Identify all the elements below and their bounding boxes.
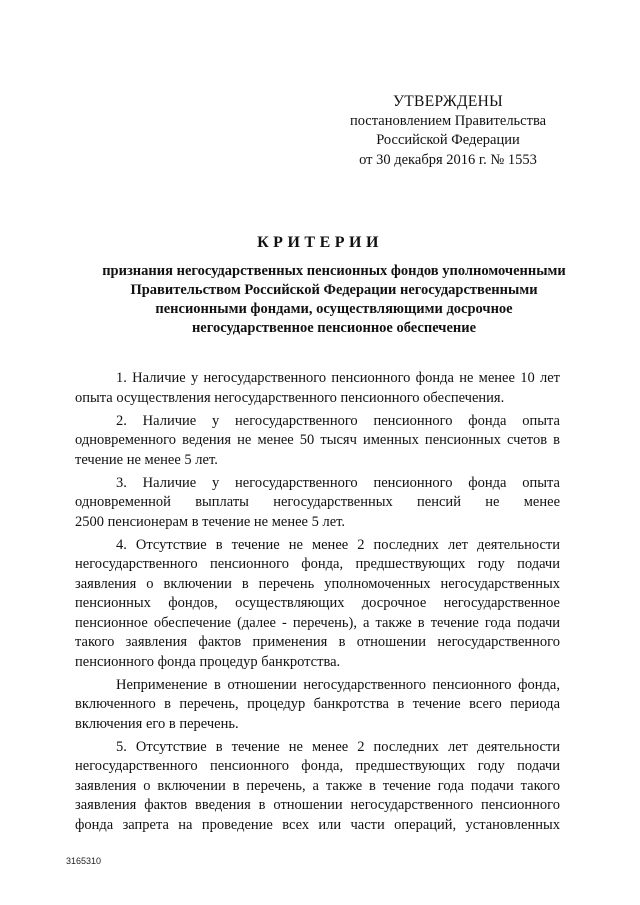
paragraph-line: 2. Наличие у негосударственного пенсионного фонда опыта bbox=[116, 412, 560, 429]
subtitle-line: признания негосударственных пенсионных фондов уполномоченными bbox=[102, 263, 566, 279]
document-body bbox=[75, 369, 560, 839]
paragraph-line: негосударственного пенсионного фонда, предшествующих году подачи bbox=[75, 556, 560, 572]
paragraph-line: заявления фактов введения в отношении негосударственного пенсионного bbox=[75, 797, 560, 813]
approval-stamp bbox=[318, 92, 578, 170]
paragraph-line: одновременной выплаты негосударственных пенсий не менее bbox=[75, 494, 560, 510]
document-code: 3165310 bbox=[66, 856, 102, 866]
paragraph-line: заявления о включении в перечень уполномоченных негосударственных bbox=[75, 575, 560, 592]
paragraph-line: 4. Отсутствие в течение не менее 2 последних лет деятельности bbox=[116, 536, 560, 553]
paragraph-line: 5. Отсутствие в течение не менее 2 последних лет деятельности bbox=[116, 738, 560, 755]
paragraph-line: одновременного ведения не менее 50 тысяч именных пенсионных счетов в bbox=[75, 432, 560, 448]
paragraph bbox=[75, 536, 560, 673]
paragraph-line: Неприменение в отношении негосударственного пенсионного фонда, bbox=[116, 676, 560, 693]
approval-line: от 30 декабря 2016 г. № 1553 bbox=[359, 151, 537, 168]
paragraph-line: течение не менее 5 лет. bbox=[75, 451, 218, 468]
paragraph-line: пенсионных фондов, осуществляющих досрочное негосударственное bbox=[75, 595, 560, 611]
paragraph bbox=[75, 369, 560, 408]
paragraph-line: пенсионного фонда процедур банкротства. bbox=[75, 653, 341, 670]
paragraph bbox=[75, 412, 560, 471]
paragraph-line: негосударственного пенсионного фонда, предшествующих году подачи bbox=[75, 758, 560, 774]
paragraph-line: 2500 пенсионерам в течение не менее 5 лет. bbox=[75, 513, 346, 530]
subtitle-line: пенсионными фондами, осуществляющими досрочное bbox=[155, 301, 513, 317]
subtitle-line: негосударственное пенсионное обеспечение bbox=[191, 320, 477, 336]
paragraph-line: опыта осуществления негосударственного пенсионного обеспечения. bbox=[75, 389, 505, 406]
approval-title: УТВЕРЖДЕНЫ bbox=[393, 93, 503, 110]
paragraph-line: включения его в перечень. bbox=[75, 715, 239, 732]
document-title: КРИТЕРИИ bbox=[257, 234, 383, 251]
subtitle-line: Правительством Российской Федерации негосударственными bbox=[130, 282, 538, 298]
paragraph bbox=[75, 738, 560, 836]
paragraph-line: 3. Наличие у негосударственного пенсионного фонда опыта bbox=[116, 474, 560, 491]
paragraph bbox=[75, 474, 560, 533]
document-subtitle bbox=[84, 262, 584, 338]
paragraph-line: заявления о включении в перечень, а также в течение года подачи такого bbox=[75, 777, 560, 794]
paragraph-line: фонда запрета на проведение всех или части операций, установленных bbox=[75, 816, 560, 833]
paragraph-line: пенсионное обеспечение (далее - перечень), а также в течение года подачи bbox=[75, 614, 560, 631]
approval-line: постановлением Правительства bbox=[349, 112, 547, 129]
approval-line: Российской Федерации bbox=[376, 132, 520, 148]
paragraph-line: 1. Наличие у негосударственного пенсионного фонда не менее 10 лет bbox=[116, 370, 560, 386]
paragraph-line: включенного в перечень, процедур банкротства в течение всего периода bbox=[75, 696, 560, 712]
paragraph bbox=[75, 676, 560, 735]
paragraph-line: такого заявления фактов применения в отношении негосударственного bbox=[75, 634, 560, 650]
